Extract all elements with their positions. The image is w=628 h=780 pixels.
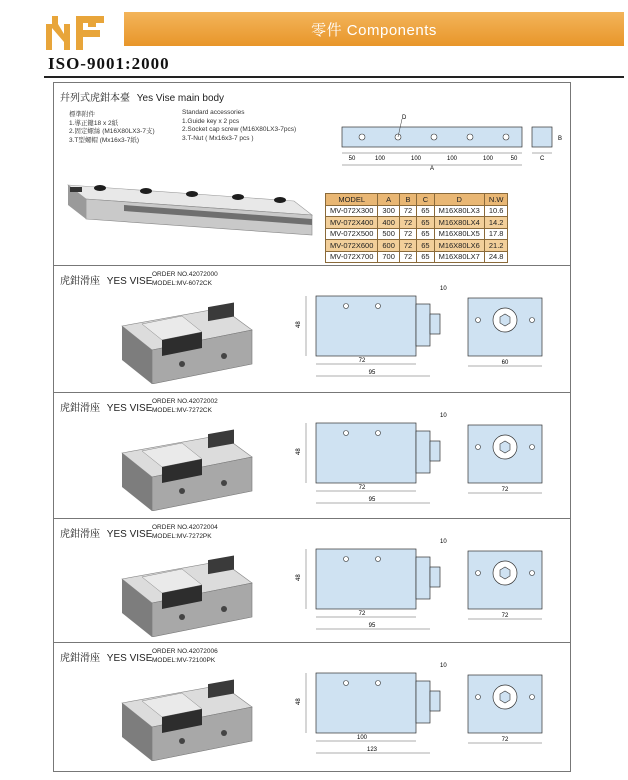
cell: 300	[378, 205, 400, 217]
vise-section	[54, 643, 570, 773]
vise-section	[54, 266, 570, 393]
col-header: D	[434, 194, 484, 206]
vise-photo	[112, 413, 262, 511]
vise-title	[60, 272, 152, 287]
dim-width-1: 100	[356, 735, 368, 741]
dim-b: B	[558, 136, 563, 142]
cell: 72	[399, 217, 416, 229]
cell: 65	[417, 251, 434, 263]
front-view	[296, 286, 447, 376]
cell: 10.6	[484, 205, 508, 217]
vise-photo	[112, 286, 262, 384]
vise-title-en: YES VISE	[106, 403, 153, 414]
model-number: MODEL:MV-7272PK	[152, 533, 212, 540]
dim-width-1: 72	[358, 358, 366, 364]
cell: 14.2	[484, 217, 508, 229]
dim-c: C	[540, 156, 545, 162]
model-number: MODEL:MV-6072CK	[152, 280, 212, 287]
dim-100b: 100	[410, 156, 422, 162]
order-number: ORDER NO.42072006	[152, 648, 218, 655]
order-number: ORDER NO.42072004	[152, 524, 218, 531]
dim-width-1: 72	[358, 485, 366, 491]
order-number: ORDER NO.42072002	[152, 398, 218, 405]
dim-width-2: 95	[368, 497, 376, 503]
main-body-drawing	[322, 111, 568, 181]
cell: MV-072X700	[326, 251, 378, 263]
model-number: MODEL:MV-7272CK	[152, 407, 212, 414]
dim-width-2: 95	[368, 370, 376, 376]
spec-table	[325, 193, 508, 263]
vise-section	[54, 393, 570, 519]
acc-cn-heading: 標準附件	[69, 111, 95, 118]
cell: 600	[378, 240, 400, 252]
vise-title-cn: 虎鉗滑座	[60, 403, 100, 414]
cell: 72	[399, 205, 416, 217]
iso-label: ISO-9001:2000	[48, 54, 170, 73]
accessories-cn	[69, 111, 155, 145]
vise-title-cn: 虎鉗滑座	[60, 276, 100, 287]
col-header: B	[399, 194, 416, 206]
cell: M16X80LX3	[434, 205, 484, 217]
table-row	[326, 240, 508, 252]
dim-height: 48	[296, 574, 302, 581]
vise-drawing	[288, 403, 568, 515]
main-body-photo	[64, 161, 316, 241]
vise-photo	[112, 663, 262, 761]
vise-section	[54, 519, 570, 643]
dim-a: A	[429, 166, 435, 172]
vise-drawing	[288, 653, 568, 769]
cell: M16X80LX6	[434, 240, 484, 252]
acc-cn-item: 3.T型螺帽 (Mx16x3-7紙)	[69, 136, 140, 144]
vise-title-en: YES VISE	[106, 529, 153, 540]
vise-title	[60, 525, 152, 540]
dim-side-top: 10	[440, 539, 447, 545]
dim-side-top: 10	[440, 286, 447, 292]
cell: M16X80LX7	[434, 251, 484, 263]
cell: MV-072X500	[326, 228, 378, 240]
table-row	[326, 251, 508, 263]
dim-side-width: 72	[501, 737, 509, 743]
cell: MV-072X400	[326, 217, 378, 229]
main-body-section	[54, 83, 570, 266]
front-view	[296, 663, 447, 753]
dim-side-top: 10	[440, 663, 447, 669]
vise-drawing	[288, 276, 568, 389]
table-row	[326, 217, 508, 229]
vise-title-en: YES VISE	[106, 276, 153, 287]
dim-width-2: 123	[366, 747, 378, 753]
header-bar	[124, 12, 624, 46]
main-body-title-en: Yes Vise main body	[136, 93, 225, 104]
cell: M16X80LX4	[434, 217, 484, 229]
acc-cn-item: 2.固定螺絲 (M16X80LX3-7支)	[69, 128, 155, 135]
acc-en-heading: Standard accessories	[182, 109, 245, 116]
col-header: A	[378, 194, 400, 206]
table-row	[326, 228, 508, 240]
cell: 700	[378, 251, 400, 263]
side-view	[468, 551, 542, 619]
vise-title	[60, 399, 152, 414]
side-view	[468, 298, 542, 366]
vise-title-cn: 虎鉗滑座	[60, 653, 100, 664]
dim-d: D	[402, 115, 407, 121]
main-body-title-cn: 幷列式虎鉗本臺	[60, 93, 130, 104]
cell: 65	[417, 240, 434, 252]
dim-height: 48	[296, 321, 302, 328]
cell: 72	[399, 228, 416, 240]
cell: 72	[399, 240, 416, 252]
header-rule	[44, 76, 624, 78]
cell: 72	[399, 251, 416, 263]
dim-50a: 50	[348, 156, 356, 162]
dim-side-width: 60	[501, 360, 509, 366]
header-title: 零件 Components	[311, 21, 437, 39]
cell: 500	[378, 228, 400, 240]
dim-50b: 50	[510, 156, 518, 162]
nf-logo	[44, 12, 106, 52]
dim-side-width: 72	[501, 487, 509, 493]
vise-title-cn: 虎鉗滑座	[60, 529, 100, 540]
dim-height: 48	[296, 698, 302, 705]
cell: 24.8	[484, 251, 508, 263]
cell: 65	[417, 217, 434, 229]
cell: 400	[378, 217, 400, 229]
vise-photo	[112, 539, 262, 637]
cell: 21.2	[484, 240, 508, 252]
dim-100a: 100	[374, 156, 386, 162]
dim-height: 48	[296, 448, 302, 455]
vise-title	[60, 649, 152, 664]
accessories-en	[182, 109, 296, 143]
main-body-title	[60, 89, 224, 104]
front-view	[296, 413, 447, 503]
dim-100d: 100	[482, 156, 494, 162]
dim-100c: 100	[446, 156, 458, 162]
model-number: MODEL:MV-72100PK	[152, 657, 216, 664]
order-number: ORDER NO.42072000	[152, 271, 218, 278]
dim-width-1: 72	[358, 611, 366, 617]
acc-en-item: 3.T-Nut ( Mx16x3-7 pcs )	[182, 134, 254, 142]
col-header: N.W	[484, 194, 508, 206]
vise-title-en: YES VISE	[106, 653, 153, 664]
catalog-frame	[53, 82, 571, 772]
col-header: C	[417, 194, 434, 206]
side-view	[468, 675, 542, 743]
cell: M16X80LX5	[434, 228, 484, 240]
cell: MV-072X300	[326, 205, 378, 217]
spec-header-row	[326, 194, 508, 206]
dim-side-width: 72	[501, 613, 509, 619]
dim-side-top: 10	[440, 413, 447, 419]
acc-en-item: 2.Socket cap screw (M16X80LX3-7pcs)	[182, 126, 297, 133]
cell: 65	[417, 228, 434, 240]
acc-en-item: 1.Guide key x 2 pcs	[182, 117, 240, 125]
cell: 65	[417, 205, 434, 217]
table-row	[326, 205, 508, 217]
acc-cn-item: 1.導正鍵18 x 2紙	[69, 119, 119, 127]
vise-drawing	[288, 529, 568, 639]
cell: 17.8	[484, 228, 508, 240]
cell: MV-072X600	[326, 240, 378, 252]
front-view	[296, 539, 447, 629]
side-view	[468, 425, 542, 493]
dim-width-2: 95	[368, 623, 376, 629]
col-header: MODEL	[326, 194, 378, 206]
